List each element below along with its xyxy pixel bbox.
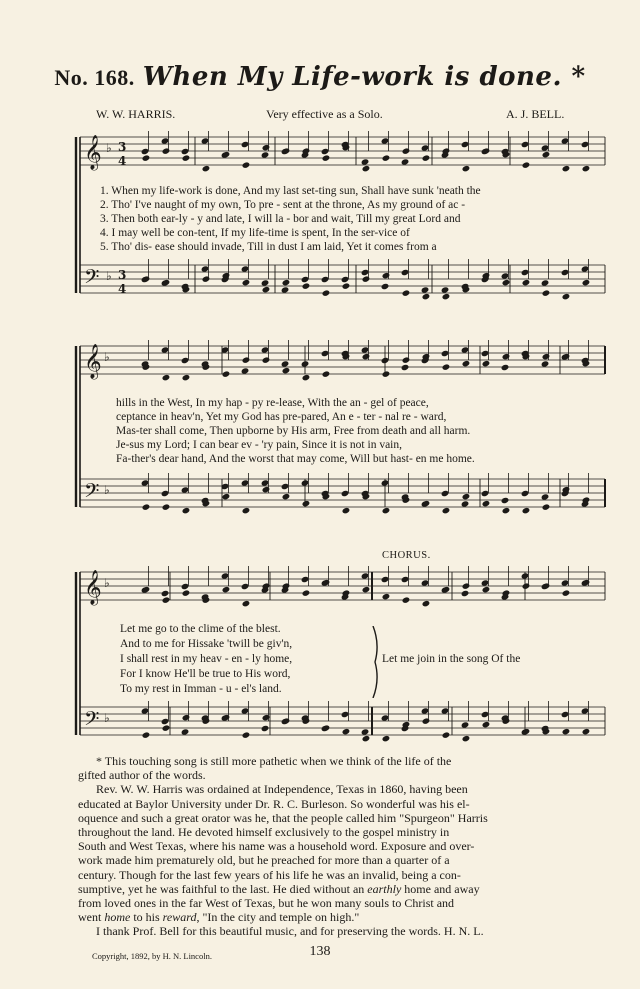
note-head <box>422 717 431 724</box>
note-head <box>561 579 570 586</box>
note-head <box>201 265 210 272</box>
svg-text:♭: ♭ <box>104 483 110 497</box>
svg-text:3: 3 <box>118 268 127 282</box>
note-head <box>581 265 590 272</box>
note-head <box>542 289 551 296</box>
verse-line-1-end: Let me go to the clime of the blest. <box>120 623 281 635</box>
note-head <box>521 269 530 276</box>
note-head <box>501 364 510 371</box>
note-head <box>441 490 450 497</box>
note-head <box>242 731 251 738</box>
note-head <box>262 144 271 151</box>
note-head <box>461 346 470 353</box>
note-head <box>241 367 250 374</box>
note-head <box>281 286 290 293</box>
note-head <box>261 725 270 732</box>
note-head <box>521 490 530 497</box>
verse-line-5-end: To my rest in Imman - u - el's land. <box>120 683 282 695</box>
note-head <box>401 158 410 165</box>
note-head <box>421 286 430 293</box>
verse-line-5-cont: Fa-ther's dear hand, And the worst that may come, Will but hast- en me home. <box>116 453 475 465</box>
note-head <box>481 579 490 586</box>
svg-text:4: 4 <box>118 154 127 168</box>
svg-text:𝄞: 𝄞 <box>84 135 102 170</box>
note-head <box>542 151 551 158</box>
svg-text:4: 4 <box>118 282 127 296</box>
note-head <box>581 707 590 714</box>
note-head <box>261 279 270 286</box>
note-head <box>301 576 310 583</box>
note-head <box>401 364 410 371</box>
note-head <box>582 728 591 735</box>
note-head <box>241 479 250 486</box>
note-head <box>462 582 471 589</box>
composer-credit: A. J. BELL. <box>506 107 565 121</box>
note-head <box>342 728 351 735</box>
note-head <box>502 279 511 286</box>
bio-text: went <box>78 910 105 925</box>
verse-line-5: 5. Tho' dis- ease should invade, Till in dust I am laid, Yet it comes from a <box>100 241 437 253</box>
note-head <box>581 141 590 148</box>
chorus-label: CHORUS. <box>382 550 431 561</box>
note-head <box>181 583 190 590</box>
bio-line: century. Though for the last few years of his life he was an invalid, being a con- <box>78 867 461 882</box>
note-head <box>261 479 270 486</box>
note-head <box>342 507 351 514</box>
note-head <box>461 721 470 728</box>
note-head <box>582 165 591 172</box>
note-head <box>421 707 430 714</box>
note-head <box>561 711 570 718</box>
bio-text: sumptive, yet he was faithful to the last. He died without an <box>78 881 368 896</box>
note-head <box>522 582 531 589</box>
note-head <box>301 276 310 283</box>
note-head <box>382 593 391 600</box>
note-head <box>182 154 191 161</box>
note-head <box>181 486 190 493</box>
verse-line-3-end: I shall rest in my heav - en - ly home, <box>120 653 293 665</box>
note-head <box>242 507 251 514</box>
note-head <box>562 728 571 735</box>
note-head <box>401 269 410 276</box>
note-head <box>141 479 150 486</box>
note-head <box>262 486 271 493</box>
note-head <box>482 360 491 367</box>
note-head <box>461 500 470 507</box>
hymn-title: When My Life-work is done. * <box>142 62 586 92</box>
note-head <box>482 586 491 593</box>
note-head <box>182 507 191 514</box>
note-head <box>441 286 450 293</box>
note-head <box>381 283 390 290</box>
note-head <box>261 346 270 353</box>
verse-line-2-cont: ceptance in heav'n, Yet my God has pre-pared, An e - ter - nal re - ward, <box>116 411 447 423</box>
note-head <box>361 728 370 735</box>
svg-text:♭: ♭ <box>106 269 112 283</box>
svg-text:𝄢: 𝄢 <box>84 707 100 735</box>
note-head <box>301 479 310 486</box>
note-head <box>321 148 330 155</box>
note-head <box>362 353 371 360</box>
hymn-number: No. 168. <box>54 65 135 90</box>
note-head <box>482 500 491 507</box>
note-head <box>322 289 331 296</box>
note-head <box>162 374 171 381</box>
svg-text:𝄢: 𝄢 <box>84 479 100 507</box>
note-head <box>222 493 231 500</box>
footnote-line: * This touching song is still more pathetic when we think of the life of the <box>96 754 452 768</box>
verse-line-1: 1. When my life-work is done, And my last set-ting sun, Shall have sunk 'neath the <box>100 185 481 197</box>
note-head <box>401 576 410 583</box>
note-head <box>282 279 291 286</box>
note-head <box>522 507 531 514</box>
note-head <box>541 360 550 367</box>
note-head <box>361 269 370 276</box>
note-head <box>162 147 171 154</box>
note-head <box>381 576 390 583</box>
note-head <box>422 154 431 161</box>
bio-line: throughout the land. He devoted himself exclusively to the gospel ministry in <box>78 825 450 840</box>
bio-line: from loved ones in the far West of Texas, but he won many souls to Christ and <box>78 896 455 911</box>
note-head <box>362 165 371 172</box>
note-head <box>382 154 391 161</box>
note-head <box>321 276 330 283</box>
note-head <box>182 589 191 596</box>
note-head <box>442 731 451 738</box>
note-head <box>562 293 571 300</box>
verse-line-2: 2. Tho' I've naught of my own, To pre - sent at the throne, As my ground of ac - <box>100 199 466 211</box>
note-head <box>521 141 530 148</box>
bio-line: educated at Baylor University under Dr. R. C. Burleson. So wonderful was his el- <box>78 796 470 811</box>
note-head <box>342 282 351 289</box>
note-head <box>222 586 231 593</box>
bio-line: oquence and such a great orator was he, that the people called him "Spurgeon" Harris <box>78 810 488 825</box>
note-head <box>482 721 491 728</box>
thanks-line: I thank Prof. Bell for this beautiful music, and for preserving the words. H. N. L. <box>96 924 484 939</box>
note-head <box>341 276 350 283</box>
note-head <box>161 346 170 353</box>
note-head <box>522 279 531 286</box>
note-head <box>242 356 251 363</box>
note-head <box>462 735 471 742</box>
note-head <box>301 360 310 367</box>
svg-text:♭: ♭ <box>104 711 110 725</box>
note-head <box>381 479 390 486</box>
note-head <box>222 370 231 377</box>
verse-line-3: 3. Then both ear-ly - y and late, I will la - bor and wait, Till my great Lord and <box>100 213 461 225</box>
note-head <box>282 367 291 374</box>
verse-line-1-cont: hills in the West, In my hap - py re-lease, With the an - gel of peace, <box>116 397 429 409</box>
copyright-notice: Copyright, 1892, by H. N. Lincoln. <box>92 951 212 961</box>
svg-text:𝄞: 𝄞 <box>84 344 102 379</box>
bio-line <box>78 882 608 896</box>
bio-emphasis: earthly <box>367 881 402 896</box>
note-head <box>302 374 311 381</box>
bio-line <box>78 910 608 924</box>
note-head <box>382 272 391 279</box>
note-head <box>402 356 411 363</box>
note-head <box>541 279 550 286</box>
svg-text:3: 3 <box>118 140 127 154</box>
note-head <box>361 572 370 579</box>
note-head <box>442 363 451 370</box>
note-head <box>562 589 571 596</box>
note-head <box>142 731 151 738</box>
note-head <box>262 286 271 293</box>
note-head <box>361 158 370 165</box>
note-head <box>241 707 250 714</box>
note-head <box>302 282 311 289</box>
note-head <box>242 161 251 168</box>
svg-text:♭: ♭ <box>106 141 112 155</box>
note-head <box>362 275 371 282</box>
note-head <box>481 350 490 357</box>
note-head <box>281 483 290 490</box>
note-head <box>181 357 190 364</box>
biographical-note <box>78 754 608 939</box>
note-head <box>442 293 451 300</box>
note-head <box>182 714 191 721</box>
verse-brace <box>370 626 382 698</box>
note-head <box>201 137 210 144</box>
svg-text:♭: ♭ <box>104 350 110 364</box>
bio-emphasis: home <box>104 910 131 925</box>
note-head <box>341 490 350 497</box>
note-head <box>461 141 470 148</box>
svg-text:♭: ♭ <box>104 576 110 590</box>
note-head <box>182 374 191 381</box>
note-head <box>322 154 331 161</box>
note-head <box>402 147 411 154</box>
lyricist-credit: W. W. HARRIS. <box>96 107 176 121</box>
note-head <box>142 154 151 161</box>
chorus-line: Let me join in the song Of the <box>382 653 521 665</box>
note-head <box>542 503 551 510</box>
note-head <box>562 165 571 172</box>
note-head <box>521 572 530 579</box>
verse-line-4: 4. I may well be con-tent, If my life-time is spent, In the ser-vice of <box>100 227 410 239</box>
svg-text:𝄞: 𝄞 <box>84 570 102 605</box>
verse-line-4-cont: Je-sus my Lord; I can bear ev - 'ry pain, Since it is not in vain, <box>116 439 402 451</box>
note-head <box>262 356 271 363</box>
note-head <box>202 165 211 172</box>
note-head <box>382 735 391 742</box>
note-head <box>181 728 190 735</box>
note-head <box>381 714 390 721</box>
note-head <box>561 137 570 144</box>
note-head <box>162 503 171 510</box>
bio-text: to his <box>130 910 163 925</box>
note-head <box>441 350 450 357</box>
note-head <box>541 144 550 151</box>
note-head <box>481 490 490 497</box>
note-head <box>462 165 471 172</box>
bio-emphasis: reward <box>162 910 197 925</box>
note-head <box>462 493 471 500</box>
bio-text: , "In the city and temple on high." <box>196 910 360 925</box>
note-head <box>381 357 390 364</box>
note-head <box>282 493 291 500</box>
note-head <box>302 589 311 596</box>
note-head <box>162 724 171 731</box>
bio-line: work made him prematurely old, but he preached for more than a quarter of a <box>78 853 450 868</box>
bio-line: Rev. W. W. Harris was ordained at Independence, Texas in 1860, having been <box>96 782 468 797</box>
note-head <box>361 346 370 353</box>
note-head <box>402 596 411 603</box>
note-head <box>542 353 551 360</box>
verse-line-2-end: And to me for Hissake 'twill be giv'n, <box>120 638 293 650</box>
note-head <box>461 590 470 597</box>
note-head <box>362 586 371 593</box>
note-head <box>141 707 150 714</box>
note-head <box>502 353 511 360</box>
note-head <box>421 579 430 586</box>
svg-text:𝄢: 𝄢 <box>84 265 100 293</box>
note-head <box>241 141 250 148</box>
note-head <box>362 735 371 742</box>
note-head <box>322 370 331 377</box>
note-head <box>442 507 451 514</box>
note-head <box>262 714 271 721</box>
footnote-line-2: gifted author of the words. <box>78 768 206 783</box>
note-head <box>141 148 150 155</box>
note-head <box>161 137 170 144</box>
note-head <box>462 360 471 367</box>
note-head <box>582 279 591 286</box>
note-head <box>421 144 430 151</box>
note-head <box>501 272 510 279</box>
page-number: 138 <box>309 944 331 959</box>
note-head <box>181 148 190 155</box>
note-head <box>341 711 350 718</box>
bio-line: South and West Texas, where his name was a household word. Exposure and over- <box>78 839 475 854</box>
bio-text: home and away <box>401 881 480 896</box>
performance-direction: Very effective as a Solo. <box>266 107 383 121</box>
note-head <box>241 265 250 272</box>
note-head <box>162 596 171 603</box>
note-head <box>161 490 170 497</box>
note-head <box>302 500 311 507</box>
note-head <box>241 583 250 590</box>
note-head <box>242 600 251 607</box>
note-head <box>502 507 511 514</box>
verse-line-3-cont: Mas-ter shall come, Then upborne by His arm, Free from death and all harm. <box>116 425 471 437</box>
note-head <box>382 370 391 377</box>
note-head <box>522 161 531 168</box>
note-head <box>242 279 251 286</box>
note-head <box>561 269 570 276</box>
note-head <box>381 137 390 144</box>
note-head <box>321 350 330 357</box>
staff-lines <box>80 137 605 165</box>
note-head <box>541 493 550 500</box>
note-head <box>481 711 490 718</box>
note-head <box>422 600 431 607</box>
note-head <box>161 590 170 597</box>
note-head <box>142 503 151 510</box>
note-head <box>221 572 230 579</box>
verse-line-4-end: For I know He'll be true to His word, <box>120 668 291 680</box>
note-head <box>422 293 431 300</box>
note-head <box>402 289 411 296</box>
note-head <box>441 707 450 714</box>
note-head <box>202 275 211 282</box>
note-head <box>281 360 290 367</box>
note-head <box>161 718 170 725</box>
note-head <box>501 497 510 504</box>
note-head <box>261 151 270 158</box>
note-head <box>382 507 391 514</box>
